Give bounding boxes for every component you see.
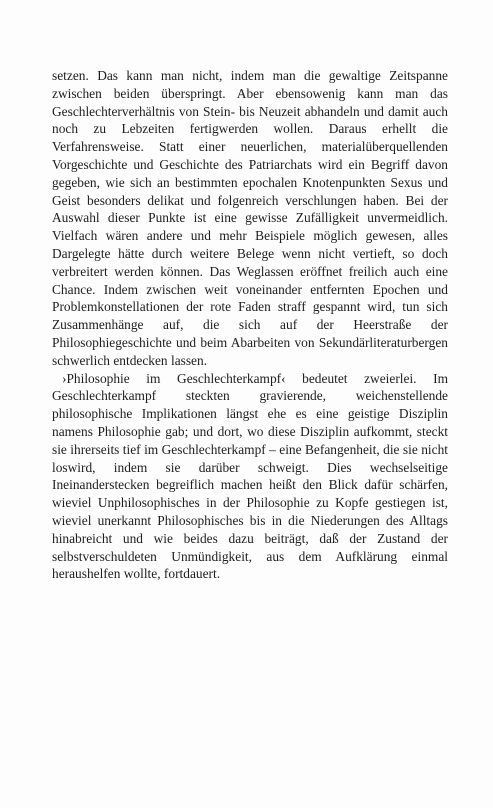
body-text [52, 67, 448, 583]
paragraph-1: setzen. Das kann man nicht, indem man die gewaltige Zeitspanne zwischen beiden überspringt. Aber ebensowenig kann man das Geschlechterverhältnis von Stein- bis Neuzeit abhandeln und damit auch noch zu Lebzeiten fertigwerden wollen. Daraus erhellt die Verfahrensweise. Statt einer neuerlichen, materialüberquellenden Vorgeschichte und Geschichte des Patriarchats wird ein Begriff davon gegeben, wie sich an bestimmten epochalen Knotenpunkten Sexus und Geist besonders delikat und folgenreich verschlungen haben. Bei der Auswahl dieser Punkte ist eine gewisse Zufälligkeit unvermeidlich. Vielfach wären andere und mehr Beispiele möglich gewesen, alles Dargelegte hätte durch weitere Belege wenn nicht vertieft, so doch verbreitert werden können. Das Weglassen eröffnet freilich auch eine Chance. Indem zwischen weit voneinander entfernten Epochen und Problemkonstellationen der rote Faden straff gespannt wird, tun sich Zusammenhänge auf, die sich auf der Heerstraße der Philosophiegeschichte und beim Abarbeiten von Sekundärliteraturbergen schwerlich entdecken lassen. [52, 68, 448, 368]
paragraph-2: ›Philosophie im Geschlechterkampf‹ bedeutet zweierlei. Im Geschlechterkampf steckten gravierende, weichenstellende philosophische Implikationen längst ehe es eine geistige Disziplin namens Philosophie gab; und dort, wo diese Disziplin aufkommt, steckt sie ihrerseits tief im Geschlechterkampf – eine Befangenheit, die sie nicht loswird, indem sie darüber schweigt. Dies wechselseitige Ineinanderstecken begreiflich machen heißt den Blick dafür schärfen, wieviel Unphilosophisches in der Philosophie zu Kopfe gestiegen ist, wieviel unerkannt Philosophisches bis in die Niederungen des Alltags hinabreicht und wie beides dazu beiträgt, daß der Zustand der selbstverschuldeten Unmündigkeit, aus dem Aufklärung einmal heraushelfen wollte, fortdauert. [52, 370, 448, 582]
